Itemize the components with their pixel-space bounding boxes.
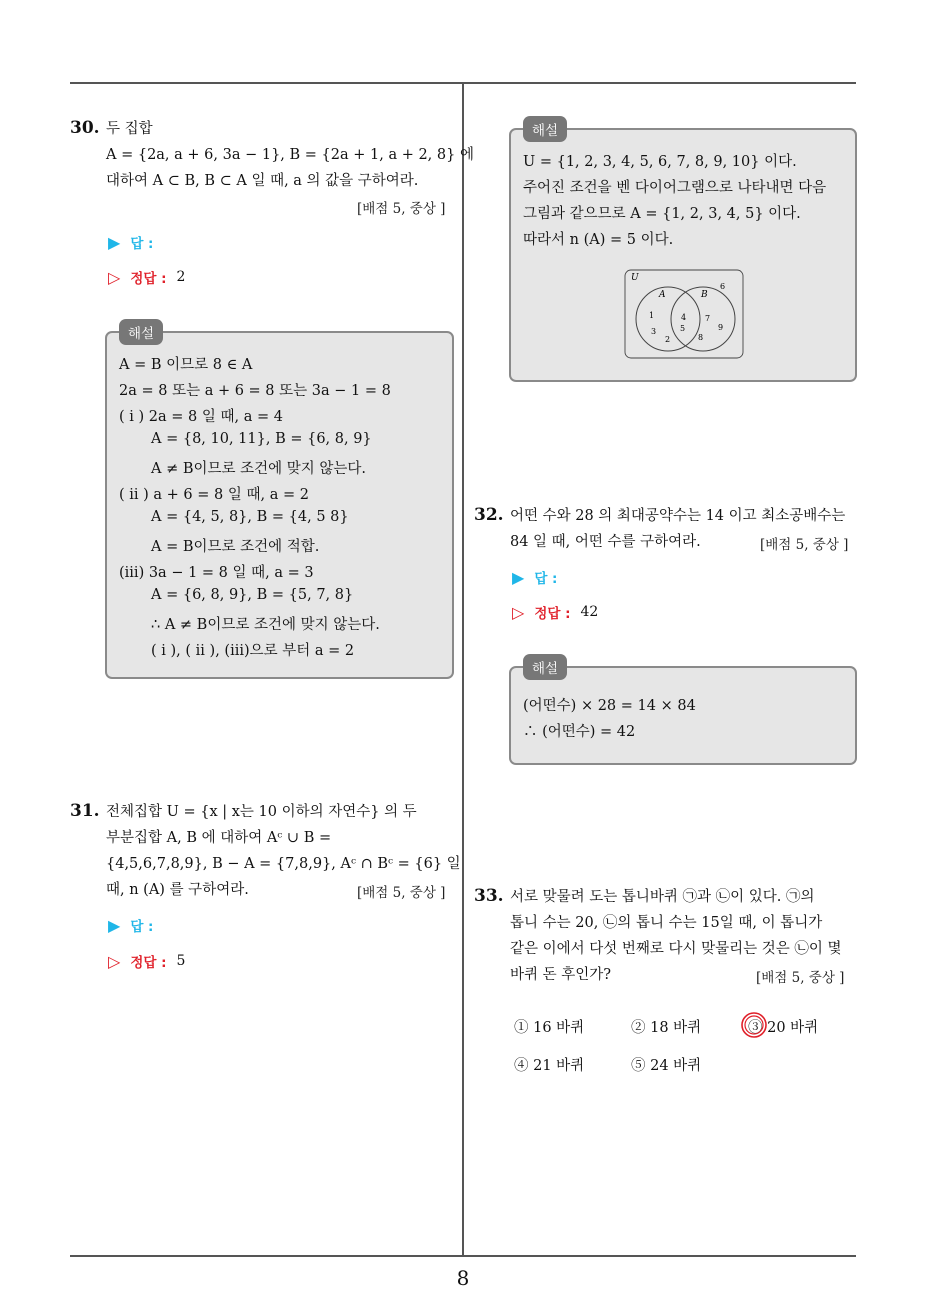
question-line: 바퀴 돈 후인가? (510, 967, 612, 983)
answer-row[interactable] (512, 567, 557, 587)
universe-label: U (631, 273, 639, 283)
answer-label: 답 : (130, 919, 154, 935)
question-number: 33. (474, 886, 504, 906)
score-meta: [배점 5, 중상 ] (357, 885, 446, 901)
answer-label: 답 : (534, 571, 558, 587)
question-line: 두 집합 (106, 121, 153, 137)
question-line: 톱니 수는 20, ㉡의 톱니 수는 15일 때, 이 톱니가 (510, 915, 823, 931)
question-line: 부분집합 A, B 에 대하여 Aᶜ ∪ B = (106, 830, 332, 846)
explanation-line: A = {6, 8, 9}, B = {5, 7, 8} (151, 587, 354, 603)
explanation-line: ∴ (어떤수) = 42 (523, 724, 636, 740)
question-line: A = {2a, a + 6, 3a − 1}, B = {2a + 1, a + 2, 8} 에 (106, 147, 474, 163)
filled-triangle-icon: ▶ (108, 232, 121, 252)
choice-3[interactable]: ③ 20 바퀴 (748, 1020, 819, 1036)
bottom-rule (70, 1255, 856, 1257)
answer-row[interactable] (108, 232, 153, 252)
choice-4[interactable]: ④ 21 바퀴 (514, 1058, 585, 1074)
correct-label: 정답 : (130, 271, 167, 287)
explanation-line: 따라서 n (A) = 5 이다. (523, 232, 674, 248)
venn-element: 3 (651, 327, 657, 336)
correct-answer-row (108, 267, 185, 287)
filled-triangle-icon: ▶ (108, 915, 121, 935)
question-number: 30. (70, 118, 100, 138)
explanation-line: (iii) 3a − 1 = 8 일 때, a = 3 (119, 565, 314, 581)
score-meta: [배점 5, 중상 ] (756, 970, 845, 986)
answer-label: 답 : (130, 236, 154, 252)
question-line: 84 일 때, 어떤 수를 구하여라. (510, 534, 701, 550)
explanation-line: 2a = 8 또는 a + 6 = 8 또는 3a − 1 = 8 (119, 383, 391, 399)
correct-value: 42 (580, 604, 599, 620)
page-number: 8 (456, 1266, 470, 1290)
venn-element: 5 (680, 324, 686, 333)
question-line: 같은 이에서 다섯 번째로 다시 맞물리는 것은 ㉡이 몇 (510, 941, 842, 957)
score-meta: [배점 5, 중상 ] (760, 537, 849, 553)
explanation-line: A ≠ B이므로 조건에 맞지 않는다. (151, 461, 367, 477)
set-b-label: B (701, 290, 708, 300)
explanation-line: 주어진 조건을 벤 다이어그램으로 나타내면 다음 (523, 180, 827, 196)
choice-2[interactable]: ② 18 바퀴 (631, 1020, 702, 1036)
explanation-line: (어떤수) × 28 = 14 × 84 (523, 698, 696, 714)
choice-5[interactable]: ⑤ 24 바퀴 (631, 1058, 702, 1074)
score-meta: [배점 5, 중상 ] (357, 201, 446, 217)
selected-choice-circle-mark (739, 1010, 769, 1040)
correct-answer-row (108, 951, 185, 971)
explanation-line: ∴ A ≠ B이므로 조건에 맞지 않는다. (151, 617, 380, 633)
venn-element: 2 (665, 335, 671, 344)
correct-value: 2 (176, 269, 186, 285)
correct-label: 정답 : (130, 955, 167, 971)
venn-element: 7 (705, 314, 711, 323)
outline-triangle-icon: ▷ (512, 602, 525, 622)
explanation-tag: 해설 (523, 116, 567, 142)
choice-1[interactable]: ① 16 바퀴 (514, 1020, 585, 1036)
venn-element: 9 (718, 323, 724, 332)
outline-triangle-icon: ▷ (108, 267, 121, 287)
explanation-line: A = {8, 10, 11}, B = {6, 8, 9} (151, 431, 372, 447)
question-number: 31. (70, 801, 100, 821)
venn-element: 6 (720, 282, 726, 291)
set-a-label: A (659, 290, 666, 300)
column-divider (462, 82, 464, 1256)
venn-element: 4 (681, 313, 687, 322)
explanation-tag: 해설 (119, 319, 163, 345)
filled-triangle-icon: ▶ (512, 567, 525, 587)
question-line: 때, n (A) 를 구하여라. (106, 882, 249, 898)
question-line: 서로 맞물려 도는 톱니바퀴 ㉠과 ㉡이 있다. ㉠의 (510, 889, 815, 905)
question-number: 32. (474, 505, 504, 525)
question-line: 대하여 A ⊂ B, B ⊂ A 일 때, a 의 값을 구하여라. (106, 173, 419, 189)
explanation-line: 그림과 같으므로 A = {1, 2, 3, 4, 5} 이다. (523, 206, 801, 222)
venn-element: 8 (698, 333, 704, 342)
answer-row[interactable] (108, 915, 153, 935)
question-line: 어떤 수와 28 의 최대공약수는 14 이고 최소공배수는 (510, 508, 846, 524)
correct-value: 5 (176, 953, 186, 969)
correct-answer-row (512, 602, 598, 622)
explanation-line: A = B 이므로 8 ∈ A (119, 357, 253, 373)
explanation-line: ( i ), ( ii ), (iii)으로 부터 a = 2 (151, 643, 355, 659)
explanation-line: U = {1, 2, 3, 4, 5, 6, 7, 8, 9, 10} 이다. (523, 154, 797, 170)
explanation-line: A = B이므로 조건에 적합. (151, 539, 320, 555)
venn-element: 1 (649, 311, 655, 320)
outline-triangle-icon: ▷ (108, 951, 121, 971)
explanation-line: ( i ) 2a = 8 일 때, a = 4 (119, 409, 283, 425)
explanation-box (509, 661, 857, 765)
explanation-line: A = {4, 5, 8}, B = {4, 5 8} (151, 509, 349, 525)
correct-label: 정답 : (534, 606, 571, 622)
explanation-line: ( ii ) a + 6 = 8 일 때, a = 2 (119, 487, 309, 503)
question-line: 전체집합 U = {x | x는 10 이하의 자연수} 의 두 (106, 804, 417, 820)
explanation-box (509, 123, 857, 382)
explanation-tag: 해설 (523, 654, 567, 680)
question-line: {4,5,6,7,8,9}, B − A = {7,8,9}, Aᶜ ∩ Bᶜ = {6} 일 (106, 856, 461, 872)
explanation-box (105, 326, 454, 679)
venn-diagram (623, 268, 747, 362)
